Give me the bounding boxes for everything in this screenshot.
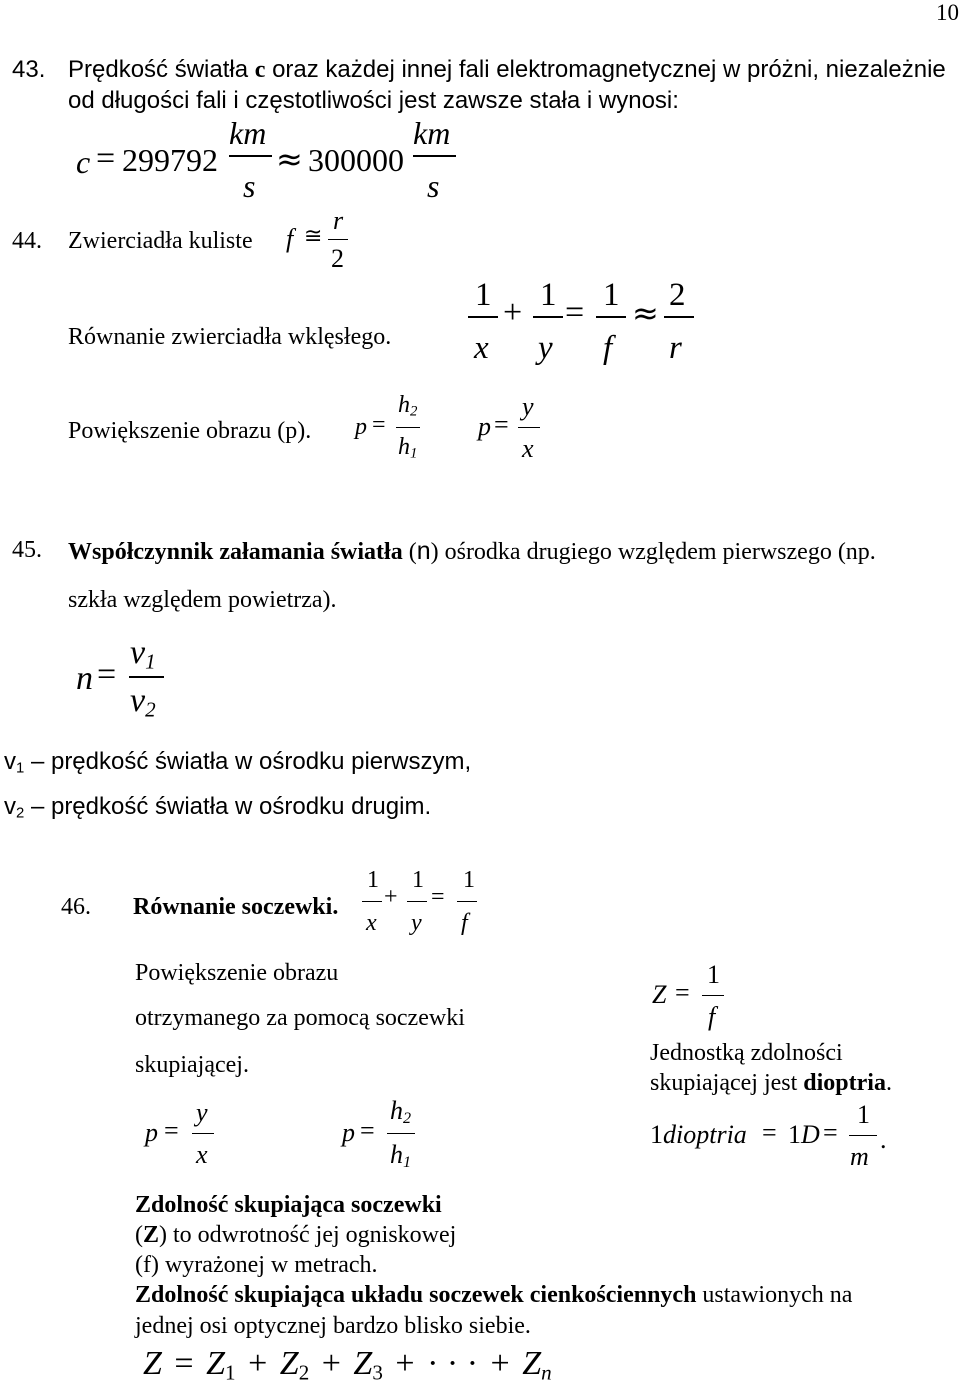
mirror-y: y xyxy=(538,330,553,366)
diopter-equals-1: = xyxy=(762,1118,777,1147)
s45-title-bold: Współczynnik załamania światła xyxy=(68,539,403,565)
lens-f: f xyxy=(461,910,468,936)
diopter-word: dioptria xyxy=(663,1120,747,1149)
fraction-bar xyxy=(702,995,724,996)
fraction-bar xyxy=(457,901,477,902)
fraction-bar xyxy=(468,316,498,318)
mag-equals: = xyxy=(360,1116,375,1145)
lens-1c: 1 xyxy=(463,867,475,893)
lens-plus: + xyxy=(384,884,398,910)
lens-power-line2: (Z) to odwrotność jej ogniskowej xyxy=(135,1222,457,1248)
fraction-bar xyxy=(413,155,456,157)
mag-p: p xyxy=(342,1118,355,1147)
system-power-line2: jednej osi optycznej bardzo blisko siebie. xyxy=(135,1313,531,1339)
lens-power-line1: Zdolność skupiająca soczewki xyxy=(135,1192,442,1218)
s43-speed-symbol: c xyxy=(254,57,266,83)
s45-paren: ( xyxy=(402,539,417,565)
mag-p: p xyxy=(355,414,367,440)
formula-equals: = xyxy=(96,140,116,177)
section-45-line2: szkła względem powietrza). xyxy=(68,587,337,613)
unit-text-2: skupiającej jest dioptria. xyxy=(650,1070,892,1096)
unit-text-1: Jednostką zdolności xyxy=(650,1040,843,1066)
mag-y: y xyxy=(522,392,534,421)
fraction-bar xyxy=(518,427,540,428)
fraction-bar xyxy=(192,1133,214,1134)
s45-n-symbol: n xyxy=(416,537,431,565)
s43-line1-part-b: oraz każdej innej fali elektromagnetycznej w próżni, niezależnie xyxy=(265,56,946,83)
section-45-number: 45. xyxy=(12,537,42,563)
diopter-1a: 1 xyxy=(650,1120,663,1149)
lens-magnification-label-2: otrzymanego za pomocą soczewki xyxy=(135,1005,465,1031)
unit-s-1: s xyxy=(243,168,256,204)
power-1: 1 xyxy=(707,960,720,989)
mag-y: y xyxy=(196,1098,208,1127)
formula-equals: = xyxy=(97,656,117,693)
mirror-equals: = xyxy=(565,294,585,331)
s43-line1-part-a: Prędkość światła xyxy=(68,56,255,83)
mirror-f: f xyxy=(603,330,613,366)
dioptria-bold: dioptria xyxy=(803,1070,886,1096)
power-Z: Z xyxy=(652,980,667,1009)
focal-f: f xyxy=(286,224,294,253)
unit-km-1: km xyxy=(229,115,267,151)
section-46-title: Równanie soczewki. xyxy=(133,894,339,920)
lens-1a: 1 xyxy=(367,867,379,893)
fraction-bar xyxy=(596,316,626,318)
fraction-bar xyxy=(387,1133,415,1134)
section-43-line2: od długości fali i częstotliwości jest zawsze stała i wynosi: xyxy=(68,87,679,114)
mag-equals: = xyxy=(164,1116,179,1145)
mag-equals: = xyxy=(494,410,509,439)
s45-title-rest: ) ośrodka drugiego względem pierwszego (np. xyxy=(430,539,876,565)
formula-c: c xyxy=(76,144,91,180)
definition-v2: $v_2$ – prędkość światła w ośrodku drugim. xyxy=(4,793,432,822)
section-44-title: Zwierciadła kuliste xyxy=(68,228,253,254)
mirror-1c: 1 xyxy=(603,277,620,313)
z-bold: Z xyxy=(143,1222,160,1248)
section-46-number: 46. xyxy=(61,894,91,920)
lens-magnification-label-3: skupiającej. xyxy=(135,1052,249,1078)
formula-value-2: 300000 xyxy=(308,142,404,178)
mag-h1: $h_1$ xyxy=(390,1140,412,1172)
mirror-1a: 1 xyxy=(475,277,492,313)
formula-approx: ≈ xyxy=(276,140,303,178)
fraction-bar xyxy=(328,239,348,240)
mirror-1b: 1 xyxy=(540,277,557,313)
mag-x: x xyxy=(196,1140,208,1169)
system-power-bold: Zdolność skupiająca układu soczewek cienkościennych xyxy=(135,1282,697,1308)
formula-v1: $v_1$ xyxy=(130,634,156,674)
mirror-2: 2 xyxy=(669,277,686,313)
power-equals: = xyxy=(675,978,690,1007)
system-power-line1: Zdolność skupiająca układu soczewek cienkościennych ustawionych na xyxy=(135,1282,853,1308)
lens-1b: 1 xyxy=(412,867,424,893)
focal-approx: ≅ xyxy=(304,224,323,249)
definition-v1: $v_1$ – prędkość światła w ośrodku pierwszym, xyxy=(4,748,472,777)
section-43-line1 xyxy=(68,56,946,84)
diopter-num: 1 xyxy=(857,1100,870,1129)
section-43-number: 43. xyxy=(12,56,46,83)
fraction-bar xyxy=(849,1135,877,1136)
formula-n: n xyxy=(76,660,93,697)
formula-v2: $v_2$ xyxy=(130,682,156,722)
diopter-D: D xyxy=(801,1120,820,1149)
mag-x: x xyxy=(522,434,534,463)
fraction-bar xyxy=(664,316,694,318)
mirror-plus: + xyxy=(503,294,523,331)
section-45-title xyxy=(68,537,876,566)
mirror-equation-label: Równanie zwierciadła wklęsłego. xyxy=(68,324,392,350)
mirror-r: r xyxy=(669,330,682,366)
diopter-m: m xyxy=(850,1142,869,1171)
lens-y: y xyxy=(411,910,422,936)
focal-2: 2 xyxy=(331,244,344,273)
page-number: 10 xyxy=(936,0,959,25)
fraction-bar xyxy=(129,676,164,678)
power-f: f xyxy=(708,1002,716,1031)
mag-h2: $h_2$ xyxy=(390,1096,412,1128)
mag-h1: $h_1$ xyxy=(398,434,418,462)
lens-power-line3: (f) wyrażonej w metrach. xyxy=(135,1252,378,1278)
section-44-number: 44. xyxy=(12,228,42,254)
fraction-bar xyxy=(407,901,427,902)
lens-equals: = xyxy=(431,884,445,910)
unit-km-2: km xyxy=(413,115,451,151)
lens-magnification-label-1: Powiększenie obrazu xyxy=(135,960,339,986)
mag-h2: $h_2$ xyxy=(398,392,418,420)
system-power-sum: $Z = Z_1 + Z_2 + Z_3$ + · · · + $Z_n$ xyxy=(143,1345,552,1385)
fraction-bar xyxy=(396,427,420,428)
unit-s-2: s xyxy=(427,168,440,204)
magnification-label: Powiększenie obrazu (p). xyxy=(68,418,312,444)
diopter-equals-2: = xyxy=(823,1118,838,1147)
mag-p: p xyxy=(478,412,491,441)
diopter-1b: 1 xyxy=(788,1120,801,1149)
lens-x: x xyxy=(366,910,377,936)
mag-equals: = xyxy=(372,412,386,438)
mag-p: p xyxy=(145,1118,158,1147)
fraction-bar xyxy=(229,155,272,157)
mirror-approx: ≈ xyxy=(632,294,659,332)
focal-r: r xyxy=(333,206,344,235)
mirror-x: x xyxy=(474,330,489,366)
formula-value-1: 299792 xyxy=(122,142,218,178)
diopter-dot: . xyxy=(880,1125,887,1154)
fraction-bar xyxy=(362,901,382,902)
fraction-bar xyxy=(533,316,563,318)
